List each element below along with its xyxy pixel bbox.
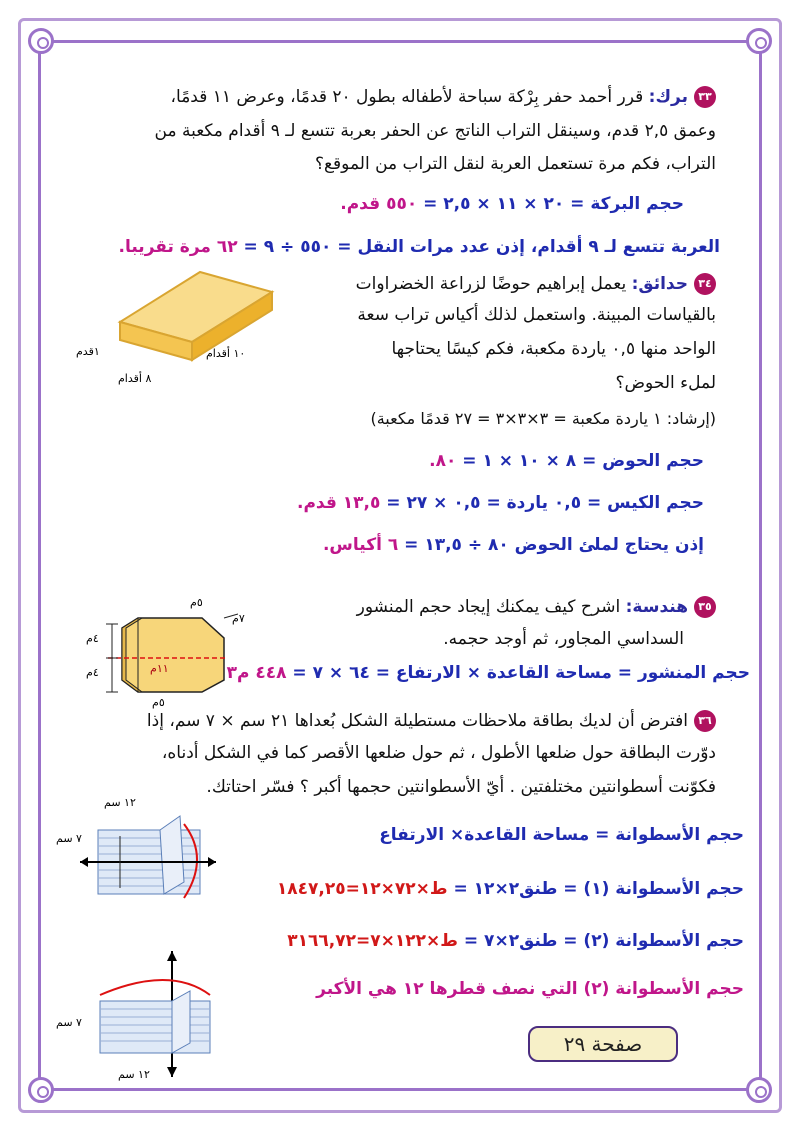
q34-line1: ٣٤حدائق: يعمل إبراهيم حوضًا لزراعة الخضراوات xyxy=(356,273,716,295)
q33-line1: ٣٣برك: قرر أحمد حفر بِرْكة سباحة لأطفاله بطول ٢٠ قدمًا، وعرض ١١ قدمًا، xyxy=(171,86,716,108)
q36-answer3: حجم الأسطوانة (٢) = طنق٢×٧ = ط×١٢٢×٧=٣١٦٦,٧٢ xyxy=(287,931,744,951)
hex-prism-figure xyxy=(78,600,258,705)
q36-number: ٣٦ xyxy=(694,710,716,732)
prism-height2-label: ٤م xyxy=(86,666,99,679)
q34-line3: الواحد منها ٠,٥ ياردة مكعبة، فكم كيسًا يحتاجها xyxy=(391,339,716,359)
q36-line1: ٣٦افترض أن لديك بطاقة ملاحظات مستطيلة الشكل بُعداها ٢١ سم × ٧ سم، إذا xyxy=(147,710,716,732)
q35-line1: ٣٥هندسة: اشرح كيف يمكنك إيجاد حجم المنشور xyxy=(357,596,716,618)
q33-line3: التراب، فكم مرة تستعمل العربة لنقل التراب من الموقع؟ xyxy=(314,154,716,174)
q34-number: ٣٤ xyxy=(694,273,716,295)
corner-ornament-bottom-right xyxy=(746,1077,772,1103)
q33-line2: وعمق ٢,٥ قدم، وسينقل التراب الناتج عن الحفر بعربة تتسع لـ ٩ أقدام مكعبة من xyxy=(154,121,716,141)
prism-mid-label: ١١م xyxy=(150,662,169,675)
cylinder2-bottom-label: ١٢ سم xyxy=(118,1068,150,1081)
q33-answer1: حجم البركة = ٢٠ × ١١ × ٢,٥ = ٥٥٠ قدم. xyxy=(340,194,684,214)
q34-hint: (إرشاد: ١ ياردة مكعبة = ٣×٣×٣ = ٢٧ قدمًا مكعبة) xyxy=(370,409,716,428)
q36-line2: دوّرت البطاقة حول ضلعها الأطول ، ثم حول ضلعها الأقصر كما في الشكل أدناه، xyxy=(161,743,716,763)
prism-height1-label: ٤م xyxy=(86,632,99,645)
prism-body xyxy=(122,618,224,692)
q33-title: برك: xyxy=(648,87,688,107)
q36-line3: فكوّنت أسطوانتين مختلفتين . أيّ الأسطوانتين حجمها أكبر ؟ فسّر احتاتك. xyxy=(206,777,716,797)
q34-answer2: حجم الكيس = ٠,٥ ياردة = ٠,٥ × ٢٧ = ١٣,٥ قدم. xyxy=(297,493,704,513)
q34-answer3: إذن يحتاج لملئ الحوض ٨٠ ÷ ١٣,٥ = ٦ أكياس. xyxy=(322,535,704,555)
cylinder2-figure xyxy=(60,945,220,1085)
q35-answer: حجم المنشور = مساحة القاعدة × الارتفاع = ٦٤ × ٧ = ٤٤٨ م٣ xyxy=(226,663,750,683)
cylinder1-top-label: ١٢ سم xyxy=(104,796,136,809)
q34-line4: لملء الحوض؟ xyxy=(615,373,716,393)
q33-answer2: العربة تتسع لـ ٩ أقدام، إذن عدد مرات النقل = ٥٥٠ ÷ ٩ = ٦٢ مرة تقريبا. xyxy=(118,237,720,257)
prism-bottom-label: ٥م xyxy=(152,696,165,709)
q36-answer4: حجم الأسطوانة (٢) التي نصف قطرها ١٢ هي الأكبر xyxy=(316,979,744,999)
corner-ornament-bottom-left xyxy=(28,1077,54,1103)
q34-answer1: حجم الحوض = ٨ × ١٠ × ١ = ٨٠. xyxy=(429,451,704,471)
box-depth-label: ١قدم xyxy=(76,345,100,358)
prism-top-label: ٥م xyxy=(190,596,203,609)
q35-title: هندسة: xyxy=(625,597,688,617)
corner-ornament-top-right xyxy=(746,28,772,54)
q34-title: حدائق: xyxy=(631,274,688,294)
q36-answer1: حجم الأسطوانة = مساحة القاعدة× الارتفاع xyxy=(379,825,744,845)
cylinder1-figure xyxy=(60,808,220,918)
q35-line2: السداسي المجاور، ثم أوجد حجمه. xyxy=(443,629,684,649)
cylinder2-side-label: ٧ سم xyxy=(56,1016,82,1029)
prism-side-label: ٧م xyxy=(232,612,245,625)
cylinder1-side-label: ٧ سم xyxy=(56,832,82,845)
q33-number: ٣٣ xyxy=(694,86,716,108)
garden-bed-figure xyxy=(90,270,290,380)
box-length-label: ١٠ أقدام xyxy=(206,347,246,360)
corner-ornament-top-left xyxy=(28,28,54,54)
q35-number: ٣٥ xyxy=(694,596,716,618)
page-number: صفحة ٢٩ xyxy=(528,1026,678,1062)
q34-line2: بالقياسات المبينة. واستعمل لذلك أكياس تراب سعة xyxy=(357,305,716,325)
box-width-label: ٨ أقدام xyxy=(118,372,152,385)
q36-answer2: حجم الأسطوانة (١) = طنق٢×١٢ = ط×٧٢×١٢=١٨٤٧,٢٥ xyxy=(276,879,744,899)
